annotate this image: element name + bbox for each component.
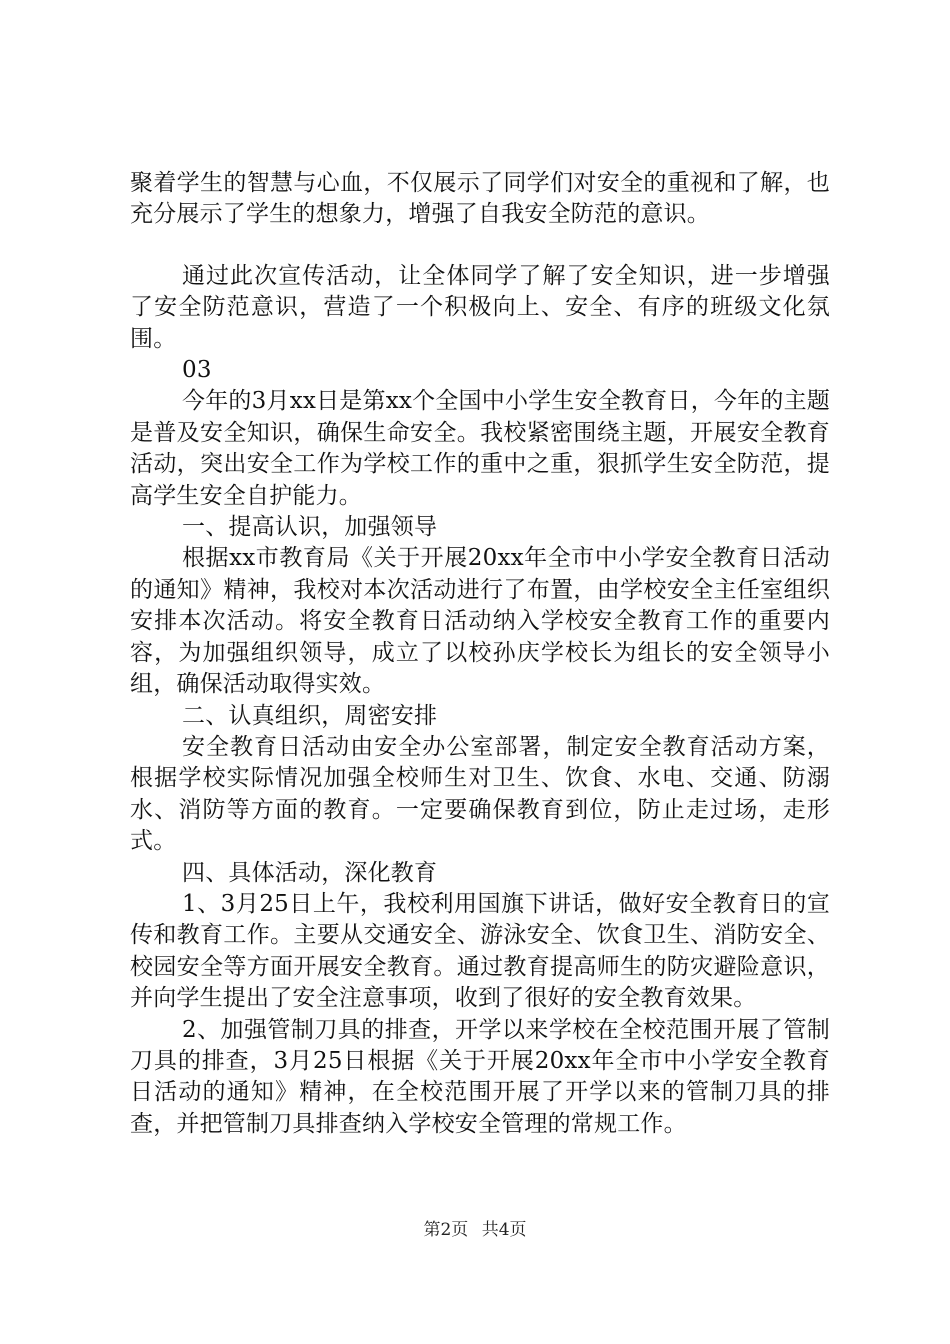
paragraph-organization: 安全教育日活动由安全办公室部署，制定安全教育活动方案，根据学校实际情况加强全校师生对卫生、饮食、水电、交通、防溺水、消防等方面的教育。一定要确保教育到位，防止走过场，走形式。 [130,733,830,855]
heading-leadership: 一、提高认识，加强领导 [182,514,438,541]
paragraph-activity-2: 2、加强管制刀具的排查，开学以来学校在全校范围开展了管制刀具的排查，3月25日根据《关于开展20xx年全市中小学安全教育日活动的通知》精神，在全校范围开展了开学以来的管制刀具的排查，并把管制刀具排查纳入学校安全管理的常规工作。 [130,1016,830,1137]
page-number: 第2页 [423,1220,469,1240]
document-body [130,168,830,1140]
heading-organization: 二、认真组织，周密安排 [182,702,438,729]
paragraph-campaign-summary: 通过此次宣传活动，让全体同学了解了安全知识，进一步增强了安全防范意识，营造了一个积极向上、安全、有序的班级文化氛围。 [130,262,830,352]
paragraph-activity-1: 1、3月25日上午，我校利用国旗下讲话，做好安全教育日的宣传和教育工作。主要从交通安全、游泳安全、饮食卫生、消防安全、校园安全等方面开展安全教育。通过教育提高师生的防灾避险意识，并向学生提出了安全注意事项，收到了很好的安全教育效果。 [130,890,830,1012]
paragraph-intro-continuation: 聚着学生的智慧与心血，不仅展示了同学们对安全的重视和了解，也充分展示了学生的想象力，增强了自我安全防范的意识。 [130,170,830,228]
page-footer [0,1215,950,1240]
paragraph-safety-day-intro: 今年的3月xx日是第xx个全国中小学生安全教育日，今年的主题是普及安全知识，确保生命安全。我校紧密围绕主题，开展安全教育活动，突出安全工作为学校工作的重中之重，狠抓学生安全防范，提高学生安全自护能力。 [130,388,830,509]
page-total: 共4页 [481,1220,527,1240]
paragraph-leadership: 根据xx市教育局《关于开展20xx年全市中小学安全教育日活动的通知》精神，我校对本次活动进行了布置，由学校安全主任室组织安排本次活动。将安全教育日活动纳入学校安全教育工作的重要内容，为加强组织领导，成立了以校孙庆学校长为组长的安全领导小组，确保活动取得实效。 [130,545,830,698]
section-number: 03 [182,357,212,384]
heading-activities: 四、具体活动，深化教育 [182,859,438,886]
